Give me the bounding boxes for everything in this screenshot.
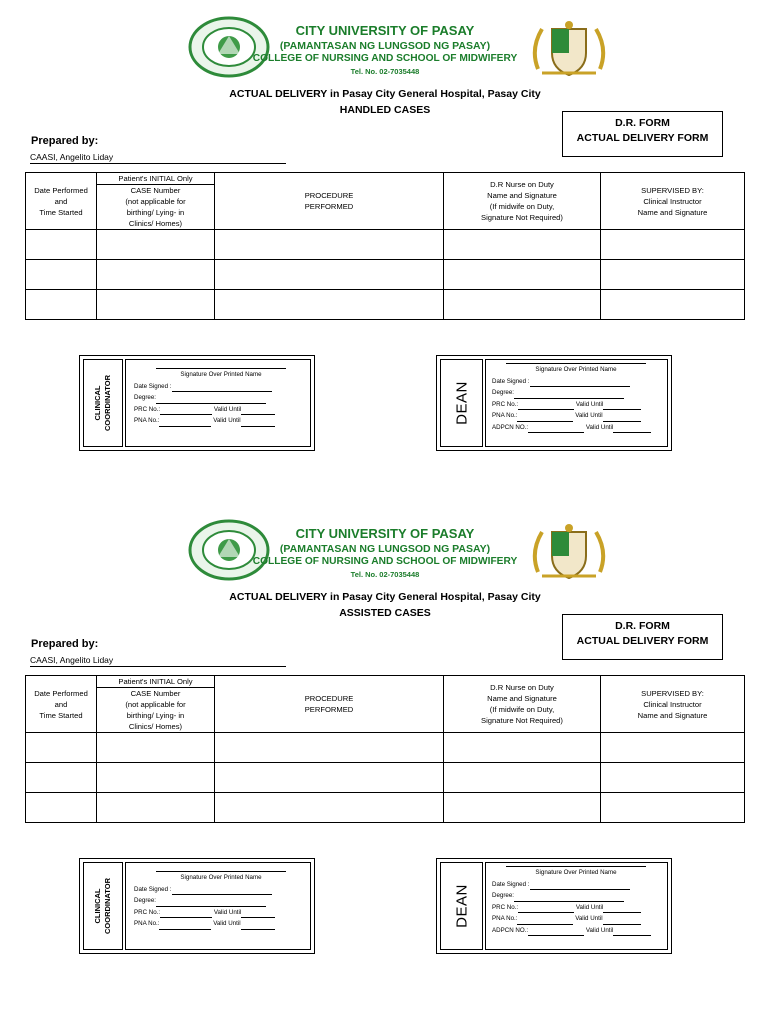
- valid-until-label: Valid Until: [585, 926, 614, 934]
- table-cell[interactable]: [26, 290, 97, 320]
- dean-side-label: [440, 862, 483, 950]
- valid-until-label: Valid Until: [213, 908, 242, 916]
- table-cell[interactable]: [26, 733, 97, 763]
- header-line: and: [54, 699, 68, 709]
- header-patient-initial: Patient's INITIAL Only: [97, 173, 214, 185]
- degree-field[interactable]: [134, 392, 286, 404]
- table-cell[interactable]: [215, 230, 444, 260]
- header-line: PERFORMED: [304, 202, 354, 211]
- dean-title: DEAN: [453, 381, 470, 425]
- table-row: [26, 733, 745, 763]
- table-cell[interactable]: [444, 290, 601, 320]
- prc-label: PRC No.:: [492, 400, 519, 408]
- valid-until-label: Valid Until: [213, 920, 241, 927]
- header-dr-nurse: [444, 173, 601, 230]
- coordinator-title-line: COORDINATOR: [103, 878, 112, 934]
- table-cell[interactable]: [97, 733, 215, 763]
- date-signed-field[interactable]: [492, 879, 651, 891]
- case-type-title: HANDLED CASES: [339, 104, 431, 116]
- degree-label: Degree:: [134, 897, 157, 904]
- adpcn-label: ADPCN NO.:: [492, 423, 529, 431]
- college-name: COLLEGE OF NURSING AND SCHOOL OF MIDWIFERY: [252, 556, 518, 567]
- valid-until-label: Valid Until: [213, 417, 241, 424]
- header-line: (If midwife on Duty,: [489, 705, 555, 714]
- prc-field[interactable]: [492, 902, 651, 914]
- prc-label: PRC No.:: [134, 908, 161, 916]
- header-patient-initial: Patient's INITIAL Only: [97, 676, 214, 688]
- header-procedure-performed: [215, 676, 444, 733]
- form-title: ACTUAL DELIVERY in Pasay City General Hospital, Pasay City: [229, 591, 541, 603]
- actual-delivery-form-label: ACTUAL DELIVERY FORM: [576, 635, 709, 647]
- table-cell[interactable]: [444, 793, 601, 823]
- pna-field[interactable]: [492, 913, 651, 925]
- date-signed-field[interactable]: [492, 376, 651, 388]
- prepared-by-name[interactable]: CAASI, Angelito Liday: [30, 655, 286, 667]
- dr-form-box: [562, 111, 723, 157]
- table-header-row: [26, 676, 745, 733]
- case-type-title: ASSISTED CASES: [339, 607, 431, 619]
- table-row: [26, 230, 745, 260]
- header-supervised-by: [601, 676, 745, 733]
- header-line: (not applicable for: [125, 197, 186, 206]
- pna-field[interactable]: [134, 415, 286, 427]
- degree-field[interactable]: [134, 895, 286, 907]
- coordinator-side-label: [83, 862, 123, 950]
- header-line: birthing/ Lying- in: [126, 711, 185, 720]
- header-line: Name and Signature: [487, 191, 557, 200]
- header-line: Date Performed: [34, 688, 88, 698]
- prc-field[interactable]: [492, 399, 651, 411]
- table-cell[interactable]: [97, 260, 215, 290]
- table-header-row: [26, 173, 745, 230]
- college-crest-logo: [528, 19, 610, 81]
- table-cell[interactable]: [97, 793, 215, 823]
- adpcn-field[interactable]: [492, 925, 651, 937]
- delivery-form: [0, 0, 768, 500]
- header-line: PERFORMED: [304, 705, 354, 714]
- pna-label: PNA No.:: [134, 920, 160, 927]
- dr-form-box: [562, 614, 723, 660]
- actual-delivery-form-label: ACTUAL DELIVERY FORM: [576, 132, 709, 144]
- header-line: Signature Not Required): [481, 716, 563, 725]
- table-cell[interactable]: [215, 763, 444, 793]
- header-line: (If midwife on Duty,: [489, 202, 555, 211]
- header-line: SUPERVISED BY:: [641, 688, 704, 698]
- degree-field[interactable]: [492, 890, 651, 902]
- table-cell[interactable]: [444, 733, 601, 763]
- header-line: D.R Nurse on Duty: [490, 180, 554, 189]
- table-cell[interactable]: [97, 763, 215, 793]
- degree-label: Degree:: [492, 389, 515, 396]
- table-row: [26, 793, 745, 823]
- table-cell[interactable]: [444, 763, 601, 793]
- table-cell[interactable]: [26, 793, 97, 823]
- table-cell[interactable]: [26, 763, 97, 793]
- signature-over-printed-name[interactable]: Signature Over Printed Name: [156, 871, 286, 884]
- coordinator-side-label: [83, 359, 123, 447]
- table-cell[interactable]: [601, 733, 745, 763]
- header-line: Name and Signature: [487, 694, 557, 703]
- table-cell[interactable]: [601, 793, 745, 823]
- coordinator-title: [93, 375, 113, 431]
- header-line: birthing/ Lying- in: [126, 208, 185, 217]
- valid-until-label: Valid Until: [575, 915, 603, 922]
- header-line: Signature Not Required): [481, 213, 563, 222]
- university-subtitle: (PAMANTASAN NG LUNGSOD NG PASAY): [279, 543, 491, 555]
- pna-field[interactable]: [492, 410, 651, 422]
- coordinator-title-line: CLINICAL: [93, 888, 102, 924]
- dr-form-label: D.R. FORM: [615, 117, 670, 129]
- table-cell[interactable]: [601, 290, 745, 320]
- university-subtitle: (PAMANTASAN NG LUNGSOD NG PASAY): [279, 40, 491, 52]
- header-dr-nurse: [444, 676, 601, 733]
- coordinator-title: [93, 878, 113, 934]
- clinical-coordinator-signature-box: [79, 355, 315, 451]
- table-row: [26, 260, 745, 290]
- header-line: Date Performed: [34, 185, 88, 195]
- dean-signature-fields: [485, 359, 668, 447]
- prepared-by-label: Prepared by:: [31, 638, 99, 650]
- table-cell[interactable]: [97, 290, 215, 320]
- pna-label: PNA No.:: [492, 915, 518, 922]
- delivery-cases-table: [25, 172, 745, 320]
- valid-until-label: Valid Until: [575, 412, 603, 419]
- prc-field[interactable]: [134, 404, 286, 416]
- dean-signature-box: [436, 858, 672, 954]
- header-line: (not applicable for: [125, 700, 186, 709]
- header-line: Clinical Instructor: [643, 196, 702, 206]
- dr-form-label: D.R. FORM: [615, 620, 670, 632]
- coordinator-title-line: COORDINATOR: [103, 375, 112, 431]
- header-line: and: [54, 196, 68, 206]
- telephone-number: Tel. No. 02-7035448: [350, 570, 420, 579]
- header-line: Name and Signature: [637, 207, 708, 217]
- prc-field[interactable]: [134, 907, 286, 919]
- header-date-performed: [26, 676, 97, 733]
- table-cell[interactable]: [215, 793, 444, 823]
- table-cell[interactable]: [601, 260, 745, 290]
- prc-label: PRC No.:: [492, 903, 519, 911]
- valid-until-label: Valid Until: [585, 423, 614, 431]
- coordinator-signature-fields: [125, 359, 311, 447]
- header-line: Clinical Instructor: [643, 699, 702, 709]
- delivery-cases-table: [25, 675, 745, 823]
- table-cell[interactable]: [26, 260, 97, 290]
- date-signed-label: Date Signed :: [492, 880, 530, 888]
- signature-over-printed-name[interactable]: Signature Over Printed Name: [156, 368, 286, 381]
- dean-side-label: [440, 359, 483, 447]
- prepared-by-label: Prepared by:: [31, 135, 99, 147]
- adpcn-label: ADPCN NO.:: [492, 926, 529, 934]
- header-line: Time Started: [39, 710, 83, 720]
- table-cell[interactable]: [444, 260, 601, 290]
- date-signed-label: Date Signed :: [134, 382, 172, 390]
- header-line: Clinics/ Homes): [128, 219, 183, 228]
- table-cell[interactable]: [215, 733, 444, 763]
- date-signed-field[interactable]: [134, 884, 286, 896]
- header-procedure-performed: [215, 173, 444, 230]
- delivery-form: [0, 503, 768, 1003]
- valid-until-label: Valid Until: [213, 405, 242, 413]
- degree-label: Degree:: [134, 394, 157, 401]
- dean-signature-box: [436, 355, 672, 451]
- header-line: CASE Number: [130, 689, 181, 698]
- header-line: PROCEDURE: [304, 191, 354, 200]
- pna-label: PNA No.:: [492, 412, 518, 419]
- signature-over-printed-name[interactable]: Signature Over Printed Name: [506, 866, 646, 879]
- valid-until-label: Valid Until: [575, 903, 604, 911]
- date-signed-label: Date Signed :: [134, 885, 172, 893]
- header-line: Clinics/ Homes): [128, 722, 183, 731]
- prepared-by-name[interactable]: CAASI, Angelito Liday: [30, 152, 286, 164]
- table-row: [26, 290, 745, 320]
- clinical-coordinator-signature-box: [79, 858, 315, 954]
- coordinator-signature-fields: [125, 862, 311, 950]
- date-signed-label: Date Signed :: [492, 377, 530, 385]
- header-line: Time Started: [39, 207, 83, 217]
- college-name: COLLEGE OF NURSING AND SCHOOL OF MIDWIFERY: [252, 53, 518, 64]
- header-line: D.R Nurse on Duty: [490, 683, 554, 692]
- form-title: ACTUAL DELIVERY in Pasay City General Hospital, Pasay City: [229, 88, 541, 100]
- valid-until-label: Valid Until: [575, 400, 604, 408]
- table-cell[interactable]: [215, 290, 444, 320]
- dean-title: DEAN: [453, 884, 470, 928]
- table-cell[interactable]: [601, 230, 745, 260]
- header-line: PROCEDURE: [304, 694, 354, 703]
- table-cell[interactable]: [26, 230, 97, 260]
- header-date-performed: [26, 173, 97, 230]
- pna-label: PNA No.:: [134, 417, 160, 424]
- college-crest-logo: [528, 522, 610, 584]
- header-patient-case-number: [97, 676, 215, 733]
- pna-field[interactable]: [134, 918, 286, 930]
- coordinator-title-line: CLINICAL: [93, 385, 102, 421]
- table-cell[interactable]: [215, 260, 444, 290]
- date-signed-field[interactable]: [134, 381, 286, 393]
- university-name: CITY UNIVERSITY OF PASAY: [295, 526, 475, 541]
- header-line: CASE Number: [130, 186, 181, 195]
- table-cell[interactable]: [601, 763, 745, 793]
- table-cell[interactable]: [97, 230, 215, 260]
- header-line: SUPERVISED BY:: [641, 185, 704, 195]
- degree-label: Degree:: [492, 892, 515, 899]
- telephone-number: Tel. No. 02-7035448: [350, 67, 420, 76]
- adpcn-field[interactable]: [492, 422, 651, 434]
- table-cell[interactable]: [444, 230, 601, 260]
- signature-over-printed-name[interactable]: Signature Over Printed Name: [506, 363, 646, 376]
- dean-signature-fields: [485, 862, 668, 950]
- header-patient-case-number: [97, 173, 215, 230]
- header-line: Name and Signature: [637, 710, 708, 720]
- header-supervised-by: [601, 173, 745, 230]
- table-row: [26, 763, 745, 793]
- degree-field[interactable]: [492, 387, 651, 399]
- university-name: CITY UNIVERSITY OF PASAY: [295, 23, 475, 38]
- prc-label: PRC No.:: [134, 405, 161, 413]
